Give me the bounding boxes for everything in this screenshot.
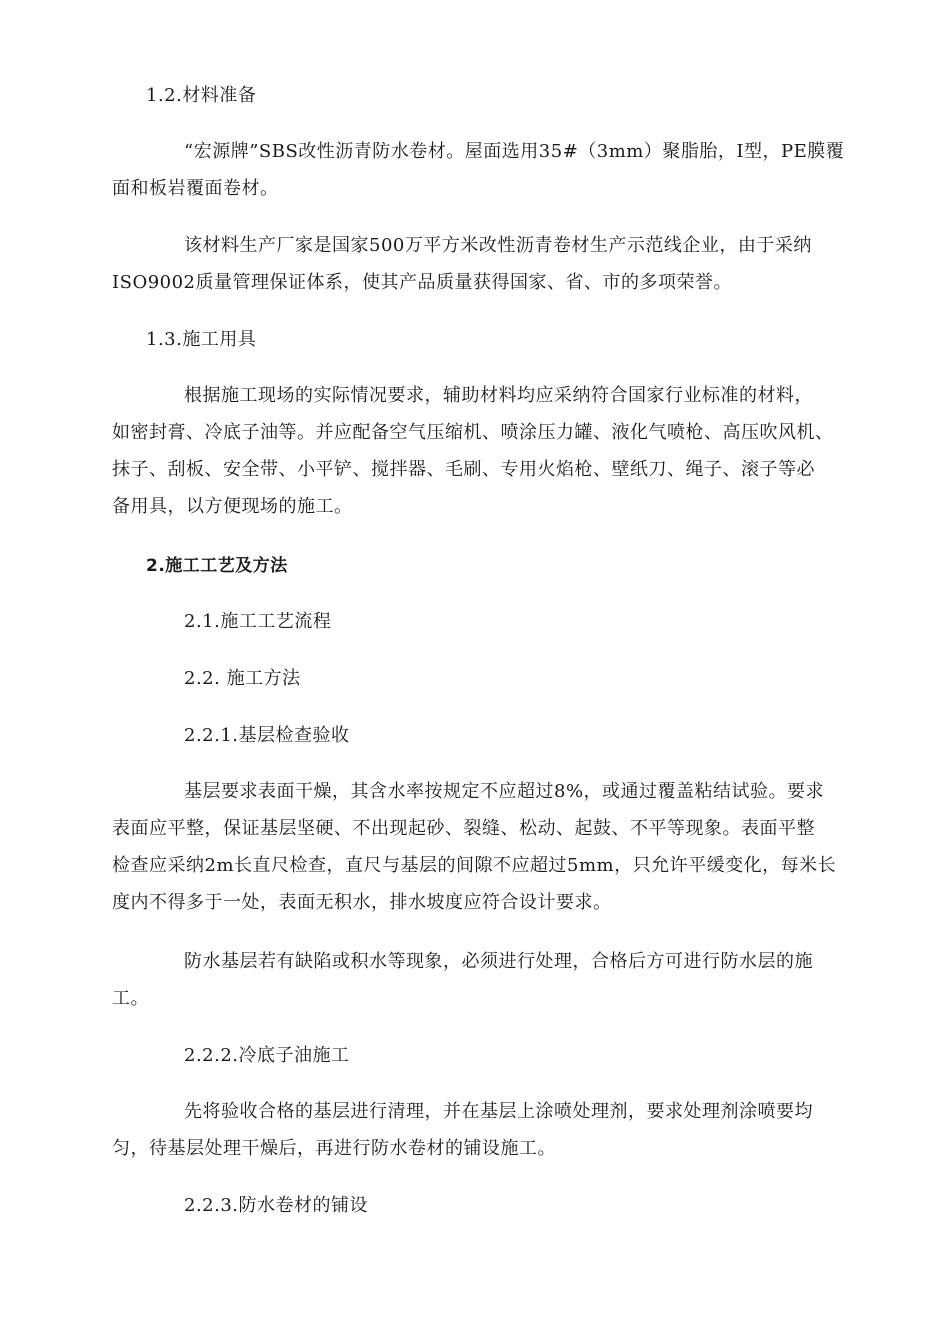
paragraph-tools-line-4: 备用具，以方便现场的施工。 [112, 496, 353, 517]
paragraph-base-line-3: 检查应采纳2m长直尺检查，直尺与基层的间隙不应超过5mm，只允许平缓变化，每米长 [112, 855, 837, 876]
heading-1-3: 1.3.施工用具 [146, 329, 257, 350]
paragraph-base-line-4: 度内不得多于一处，表面无积水，排水坡度应符合设计要求。 [112, 892, 612, 913]
paragraph-manufacturer-line-1: 该材料生产厂家是国家500万平方米改性沥青卷材生产示范线企业，由于采纳 [184, 235, 812, 256]
paragraph-tools-line-2: 如密封膏、冷底子油等。并应配备空气压缩机、喷涂压力罐、液化气喷枪、高压吹风机、 [112, 422, 834, 443]
heading-2: 2.施工工艺及方法 [146, 556, 288, 576]
heading-2-2-1: 2.2.1.基层检查验收 [184, 725, 350, 746]
paragraph-primer-line-2: 匀，待基层处理干燥后，再进行防水卷材的铺设施工。 [112, 1138, 556, 1159]
heading-1-2: 1.2.材料准备 [146, 85, 257, 106]
paragraph-material-line-2: 面和板岩覆面卷材。 [112, 178, 279, 199]
paragraph-defects-line-2: 工。 [112, 988, 149, 1009]
paragraph-tools-line-1: 根据施工现场的实际情况要求，辅助材料均应采纳符合国家行业标准的材料， [184, 385, 813, 406]
paragraph-manufacturer-line-2: ISO9002质量管理保证体系，使其产品质量获得国家、省、市的多项荣誉。 [112, 272, 733, 293]
paragraph-primer-line-1: 先将验收合格的基层进行清理，并在基层上涂喷处理剂，要求处理剂涂喷要均 [184, 1101, 813, 1122]
paragraph-defects-line-1: 防水基层若有缺陷或积水等现象，必须进行处理，合格后方可进行防水层的施 [184, 951, 813, 972]
heading-2-2-2: 2.2.2.冷底子油施工 [184, 1045, 350, 1066]
paragraph-base-line-1: 基层要求表面干燥，其含水率按规定不应超过8%，或通过覆盖粘结试验。要求 [184, 781, 825, 802]
paragraph-material-line-1: “宏源牌”SBS改性沥青防水卷材。屋面选用35#（3mm）聚脂胎，I型，PE膜覆 [184, 141, 845, 162]
heading-2-2-3: 2.2.3.防水卷材的铺设 [184, 1195, 369, 1216]
paragraph-tools-line-3: 抹子、刮板、安全带、小平铲、搅拌器、毛刷、专用火焰枪、壁纸刀、绳子、滚子等必 [112, 459, 815, 480]
heading-2-1: 2.1.施工工艺流程 [184, 611, 332, 632]
paragraph-base-line-2: 表面应平整，保证基层坚硬、不出现起砂、裂缝、松动、起鼓、不平等现象。表面平整 [112, 818, 815, 839]
heading-2-2: 2.2. 施工方法 [184, 668, 301, 689]
